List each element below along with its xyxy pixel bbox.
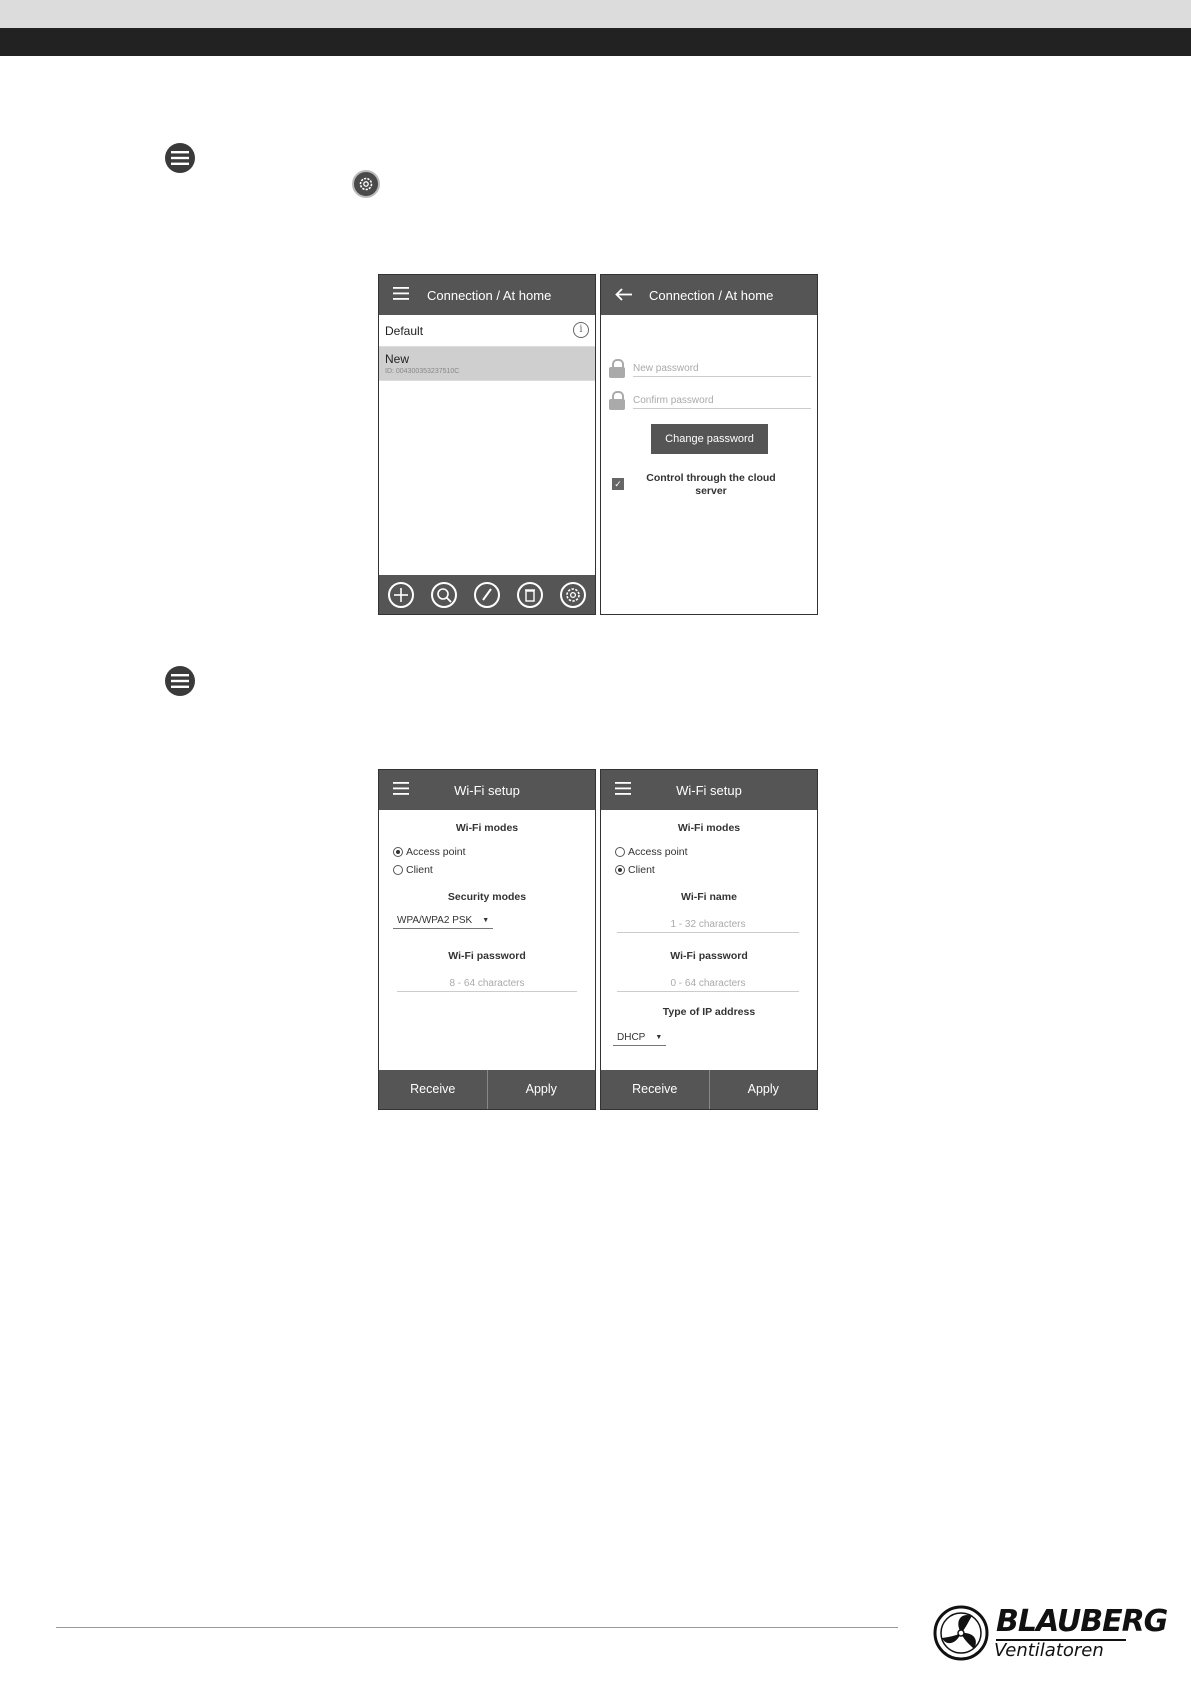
ip-type-select[interactable] <box>613 1032 666 1046</box>
connection-list-screen <box>378 274 596 615</box>
wifi-password-input[interactable]: 0 - 64 characters <box>617 978 799 992</box>
wifi-client-actions <box>601 1070 817 1109</box>
menu-icon <box>165 666 195 696</box>
footer-rule <box>56 1627 898 1628</box>
apply-button[interactable]: Apply <box>525 1082 557 1096</box>
radio-access-point[interactable] <box>393 846 466 858</box>
gear-icon <box>352 170 380 198</box>
new-password-input[interactable]: New password <box>633 363 811 377</box>
wifi-client-header <box>601 770 817 810</box>
lock-icon <box>609 359 625 377</box>
fan-logo-icon <box>932 1604 990 1662</box>
hamburger-icon[interactable] <box>393 782 409 798</box>
select-value: DHCP <box>617 1032 646 1043</box>
ip-type-label: Type of IP address <box>662 1006 756 1018</box>
confirm-password-input[interactable]: Confirm password <box>633 395 811 409</box>
change-password-button[interactable]: Change password <box>651 424 768 454</box>
password-screen <box>600 274 818 615</box>
wifi-modes-label: Wi-Fi modes <box>455 822 519 834</box>
radio-access-point[interactable] <box>615 846 688 858</box>
top-band-dark <box>0 28 1191 56</box>
radio-icon <box>393 847 403 857</box>
wifi-password-label: Wi-Fi password <box>448 950 526 962</box>
radio-icon <box>615 847 625 857</box>
wifi-ap-actions <box>379 1070 595 1109</box>
wifi-password-input[interactable]: 8 - 64 characters <box>397 978 577 992</box>
bottom-toolbar <box>379 575 595 614</box>
device-id: ID: 004300353237510C <box>385 368 460 375</box>
list-item-label: Default <box>385 323 424 338</box>
security-mode-select[interactable] <box>393 915 493 929</box>
delete-icon[interactable] <box>517 582 543 608</box>
brand-wordmark: BLAUBERG <box>996 1604 1168 1639</box>
cloud-label: Control through the cloud server <box>646 472 776 497</box>
search-icon[interactable] <box>431 582 457 608</box>
radio-icon <box>393 865 403 875</box>
security-modes-label: Security modes <box>447 891 527 903</box>
wifi-name-label: Wi-Fi name <box>681 891 737 903</box>
list-item-new[interactable] <box>379 347 595 381</box>
wifi-ap-screen <box>378 769 596 1110</box>
radio-label: Access point <box>406 846 466 858</box>
screen-title: Connection / At home <box>649 287 774 303</box>
screen-title: Wi-Fi setup <box>676 782 742 798</box>
radio-label: Access point <box>628 846 688 858</box>
add-icon[interactable] <box>388 582 414 608</box>
list-item-default[interactable] <box>379 315 595 347</box>
caret-down-icon: ▼ <box>655 1034 663 1041</box>
menu-icon <box>165 143 195 173</box>
brand-subtitle: Ventilatoren <box>994 1640 1104 1661</box>
top-band-light <box>0 0 1191 28</box>
hamburger-icon[interactable] <box>615 782 631 798</box>
receive-button[interactable]: Receive <box>379 1070 488 1109</box>
hamburger-icon[interactable] <box>393 287 409 303</box>
info-icon[interactable]: i <box>573 322 589 338</box>
screen-title: Connection / At home <box>427 287 552 303</box>
connection-list-header <box>379 275 595 315</box>
radio-client[interactable] <box>615 864 655 876</box>
password-header <box>601 275 817 315</box>
list-item-label: New <box>385 352 410 366</box>
caret-down-icon: ▼ <box>482 917 490 924</box>
radio-label: Client <box>628 864 655 876</box>
radio-label: Client <box>406 864 433 876</box>
cloud-checkbox[interactable]: ✓ <box>612 478 624 490</box>
wifi-ap-header <box>379 770 595 810</box>
brand-logo <box>930 1602 1168 1664</box>
wifi-client-screen <box>600 769 818 1110</box>
lock-icon <box>609 391 625 409</box>
apply-button[interactable]: Apply <box>747 1082 779 1096</box>
select-value: WPA/WPA2 PSK <box>397 915 473 926</box>
receive-button[interactable]: Receive <box>601 1070 710 1109</box>
wifi-name-input[interactable]: 1 - 32 characters <box>617 919 799 933</box>
screen-title: Wi-Fi setup <box>454 782 520 798</box>
settings-icon[interactable] <box>560 582 586 608</box>
new-password-row <box>609 355 811 377</box>
back-arrow-icon[interactable] <box>615 288 633 304</box>
wifi-password-label: Wi-Fi password <box>670 950 748 962</box>
radio-icon <box>615 865 625 875</box>
edit-icon[interactable] <box>474 582 500 608</box>
wifi-modes-label: Wi-Fi modes <box>677 822 741 834</box>
confirm-password-row <box>609 387 811 409</box>
radio-client[interactable] <box>393 864 433 876</box>
